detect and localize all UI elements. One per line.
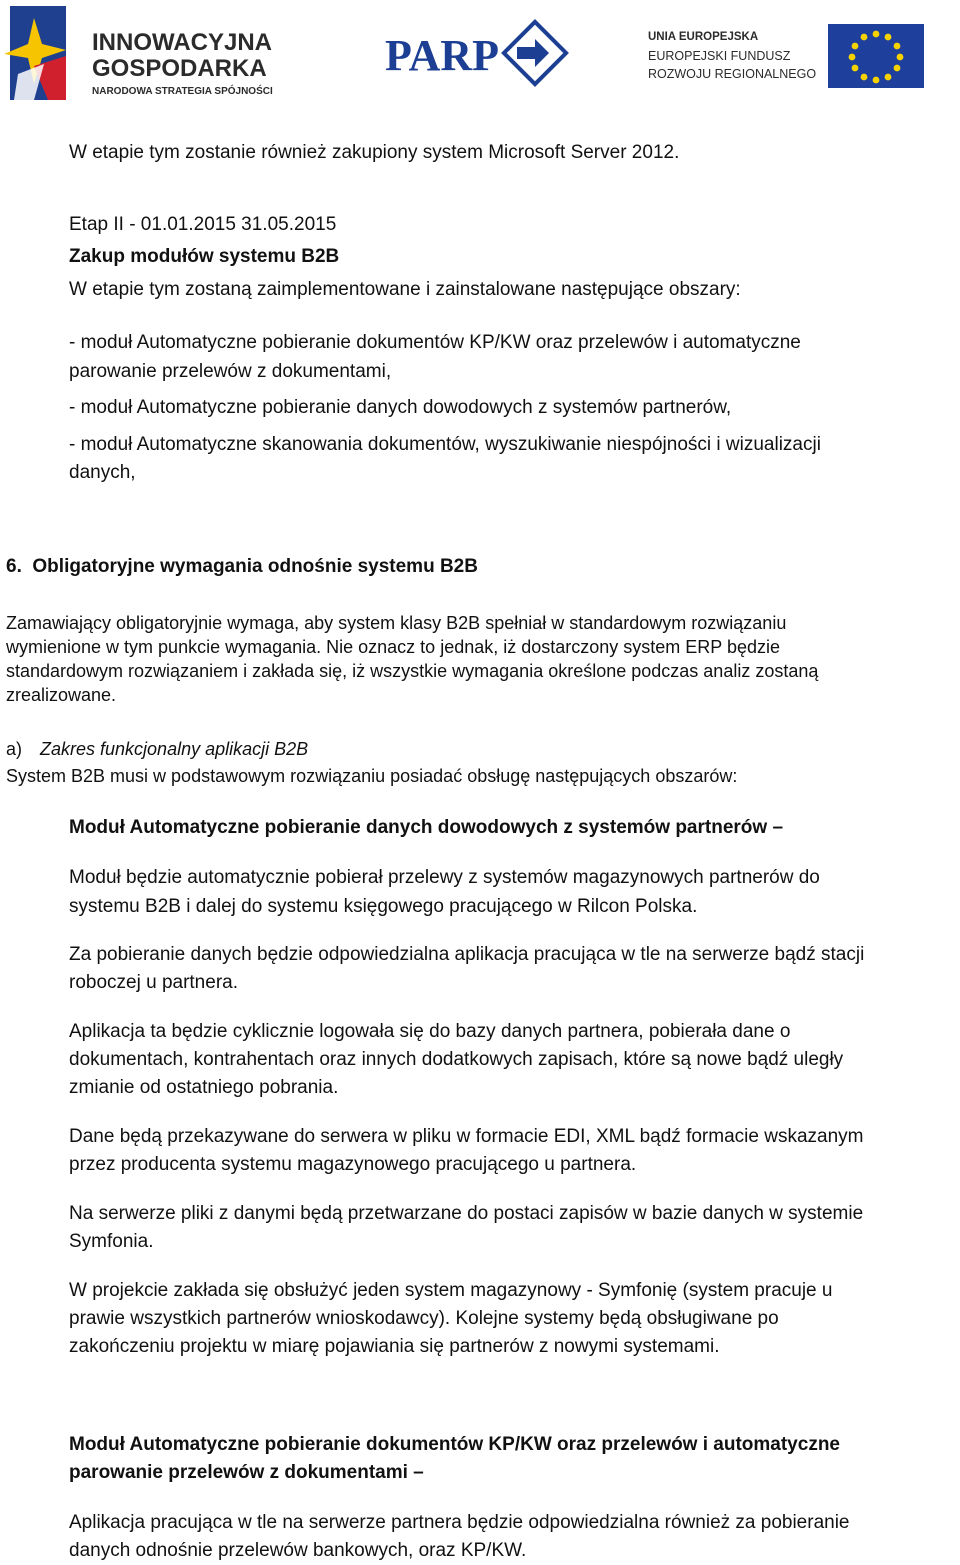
- logo-line2: GOSPODARKA: [92, 55, 267, 82]
- eu-line3: ROZWOJU REGIONALNEGO: [648, 67, 817, 81]
- stage-heading: Etap II - 01.01.2015 31.05.2015: [69, 214, 337, 235]
- parp-text: PARP: [385, 31, 500, 80]
- stage-intro: W etapie tym zostaną zaimplementowane i zainstalowane następujące obszary:: [69, 279, 741, 300]
- module-1-p3-line2: dokumentach, kontrahentach oraz innych dodatkowych zapisach, które są nowe bądź uległy: [69, 1049, 844, 1070]
- list-item-1-line1: - moduł Automatyczne pobieranie dokumentów KP/KW oraz przelewów i automatyczne: [69, 332, 801, 353]
- module-1-p1-line2: systemu B2B i dalej do systemu księgowego pracującego w Rilcon Polska.: [69, 896, 698, 917]
- eu-line2: EUROPEJSKI FUNDUSZ: [648, 49, 791, 63]
- parp-logo: [385, 18, 570, 88]
- subsection-a-title: Zakres funkcjonalny aplikacji B2B: [40, 739, 309, 759]
- section-6-line2: wymienione w tym punkcie wymagania. Nie oznacz to jednak, iż dostarczony system ERP będzie: [6, 637, 781, 657]
- module-2-p1-line2: danych odnośnie przelewów bankowych, oraz KP/KW.: [69, 1540, 527, 1561]
- subsection-a-prefix: a): [6, 739, 23, 759]
- module-2-title-line1: Moduł Automatyczne pobieranie dokumentów KP/KW oraz przelewów i automatyczne: [69, 1434, 840, 1455]
- list-item-2: - moduł Automatyczne pobieranie danych dowodowych z systemów partnerów,: [69, 397, 732, 418]
- module-1-p6-line3: zakończeniu projektu w miarę pojawiania się partnerów z nowymi systemami.: [69, 1336, 720, 1357]
- list-item-3-line1: - moduł Automatyczne skanowania dokumentów, wyszukiwanie niespójności i wizualizacji: [69, 434, 821, 455]
- logo-line3: NARODOWA STRATEGIA SPÓJNOŚCI: [92, 86, 273, 97]
- module-1-p5-line1: Na serwerze pliki z danymi będą przetwarzane do postaci zapisów w bazie danych w systemie: [69, 1203, 864, 1224]
- section-6-line1: Zamawiający obligatoryjnie wymaga, aby system klasy B2B spełniał w standardowym rozwiązaniu: [6, 613, 787, 633]
- logo-line1: INNOWACYJNA: [92, 29, 273, 56]
- paragraph-server: W etapie tym zostanie również zakupiony system Microsoft Server 2012.: [69, 142, 680, 163]
- module-1-title: Moduł Automatyczne pobieranie danych dowodowych z systemów partnerów –: [69, 817, 784, 838]
- section-6-heading: 6. Obligatoryjne wymagania odnośnie systemu B2B: [6, 556, 478, 577]
- module-1-p6-line2: prawie wszystkich partnerów wnioskodawcy). Kolejne systemy będą obsługiwane po: [69, 1308, 779, 1329]
- module-1-p1-line1: Moduł będzie automatycznie pobierał przelewy z systemów magazynowych partnerów do: [69, 867, 820, 888]
- module-2-p1-line1: Aplikacja pracująca w tle na serwerze partnera będzie odpowiedzialna również za pobieranie: [69, 1512, 850, 1533]
- module-1-p4-line2: przez producenta systemu magazynowego pracującego u partnera.: [69, 1154, 637, 1175]
- list-item-3-line2: danych,: [69, 462, 136, 483]
- module-1-p6-line1: W projekcie zakłada się obsłużyć jeden system magazynowy - Symfonię (system pracuje u: [69, 1280, 833, 1301]
- section-6-line4: zrealizowane.: [6, 685, 117, 705]
- innowacyjna-gospodarka-logo: [4, 4, 314, 102]
- stage-title: Zakup modułów systemu B2B: [69, 246, 340, 267]
- module-1-p2-line2: roboczej u partnera.: [69, 972, 238, 993]
- module-1-p4-line1: Dane będą przekazywane do serwera w pliku w formacie EDI, XML bądź formacie wskazanym: [69, 1126, 864, 1147]
- module-1-p3-line3: zmianie od ostatniego pobrania.: [69, 1077, 339, 1098]
- parp-arrows-icon: [504, 22, 566, 84]
- module-2-title-line2: parowanie przelewów z dokumentami –: [69, 1462, 424, 1483]
- module-1-p2-line1: Za pobieranie danych będzie odpowiedzialna aplikacja pracująca w tle na serwerze bądź stacji: [69, 944, 865, 965]
- subsection-a: [6, 737, 308, 762]
- eu-line1: UNIA EUROPEJSKA: [648, 31, 759, 43]
- section-6-line3: standardowym rozwiązaniem i zakłada się, iż wszystkie wymagania określone podczas analiz zostaną: [6, 661, 819, 681]
- eu-logo: [648, 22, 928, 92]
- subsection-a-intro: System B2B musi w podstawowym rozwiązaniu posiadać obsługę następujących obszarów:: [6, 766, 738, 786]
- module-1-p3-line1: Aplikacja ta będzie cyklicznie logowała się do bazy danych partnera, pobierała dane o: [69, 1021, 791, 1042]
- module-1-p5-line2: Symfonia.: [69, 1231, 154, 1252]
- list-item-1-line2: parowanie przelewów z dokumentami,: [69, 361, 392, 382]
